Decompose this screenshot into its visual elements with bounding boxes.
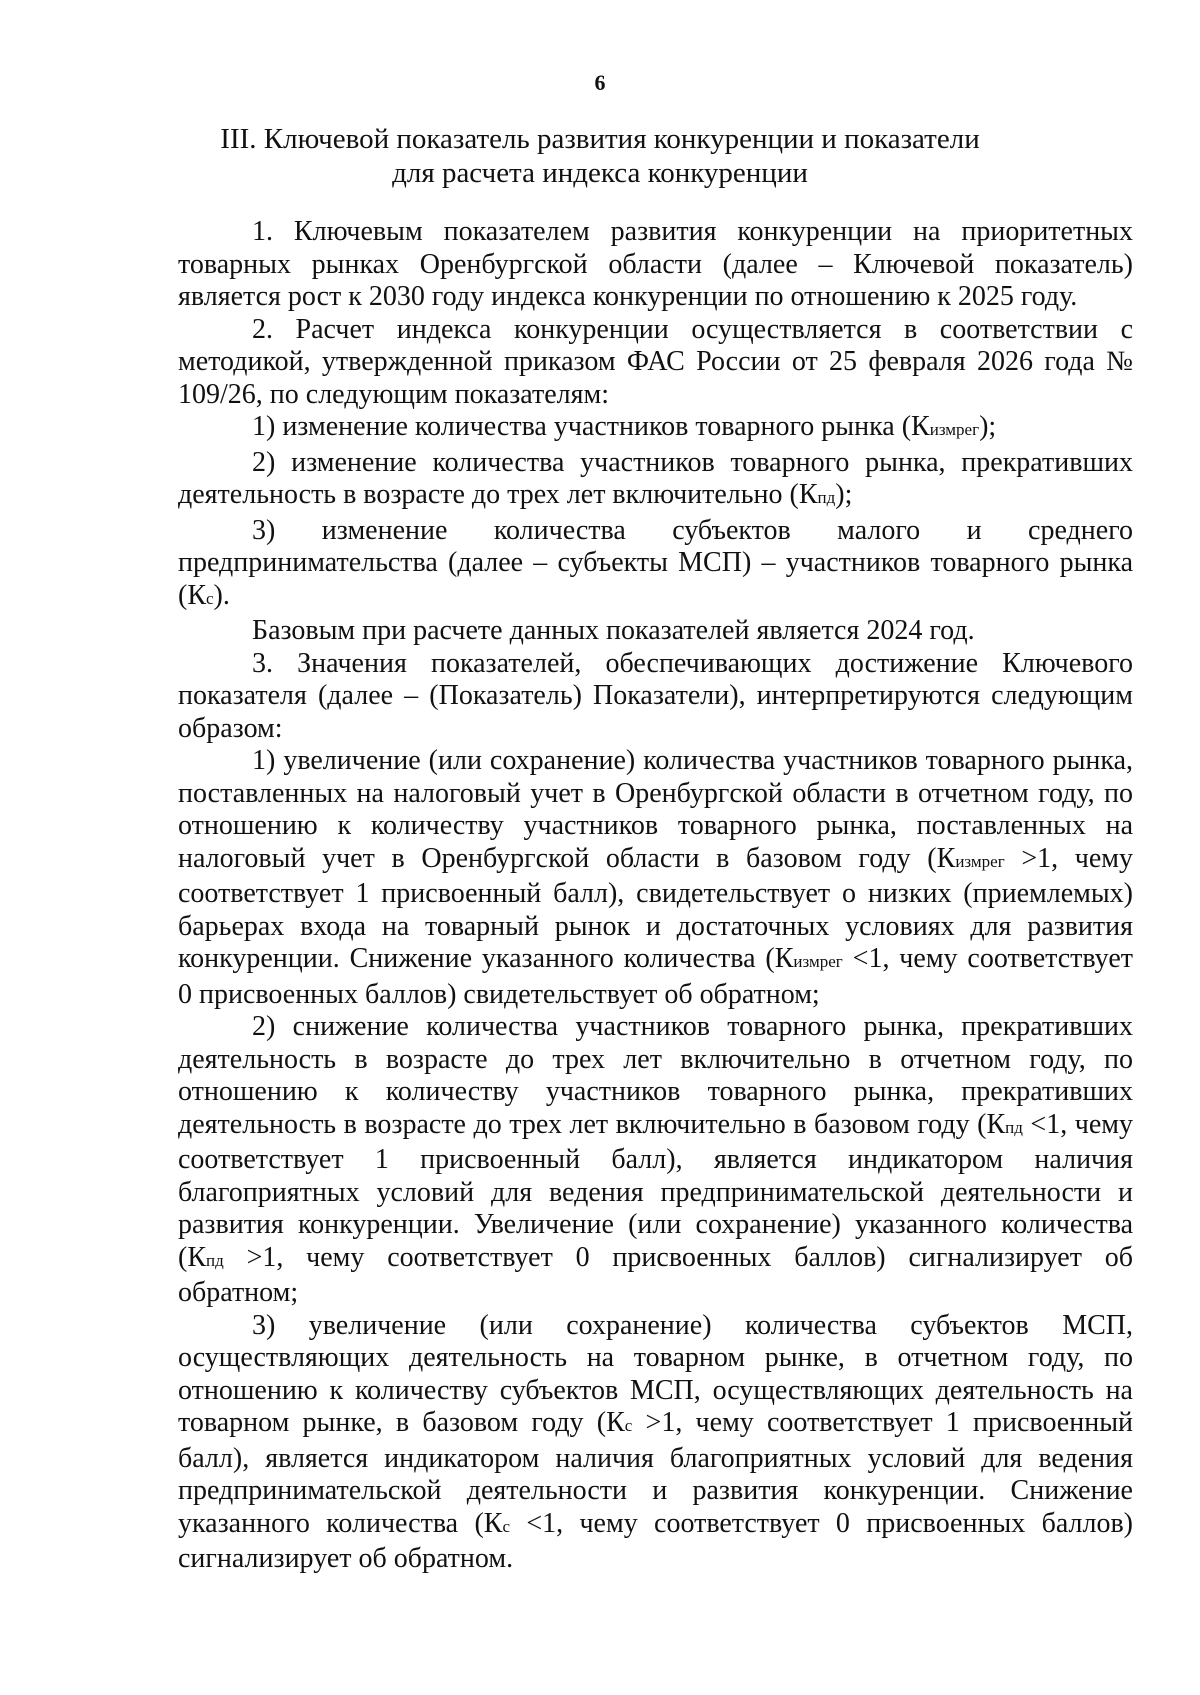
paragraph-text: 1) увеличение (или сохранение) количества участников товарного рынка, поставленных на налоговый учет в Оренбургской области в отчетном году, по отношению к количеству участников товарного рынка, поставленных на налоговый учет в Оренбургской области в базовом году (К [178,745,1133,874]
paragraph-text: >1, чему соответствует 0 присвоенных баллов) сигнализирует об обратном; [178,1241,1133,1308]
paragraph [178,615,1133,648]
paragraph-text: <1, чему соответствует 1 присвоенный балл), является индикатором наличия благоприятных условий для ведения предпринимательской деятельности и развития конкуренции. Увеличение (или сохранение) указанного количества (К [178,1108,1133,1273]
paragraph [178,745,1133,1011]
paragraph-text: 1) изменение количества участников товарного рынка (К [252,411,930,442]
section-heading-line: III. Ключевой показатель развития конкуренции и показатели [220,123,980,155]
paragraph [178,314,1133,412]
subscript-index: с [502,1516,510,1536]
paragraph-text: 1. Ключевым показателем развития конкуренции на приоритетных товарных рынках Оренбургской области (далее – Ключевой показатель) является рост к 2030 году индекса конкуренции по отношению к 2025 году. [178,216,1133,312]
page-number: 6 [594,70,606,95]
section-heading-line: для расчета индекса конкуренции [392,157,808,189]
paragraph [178,1310,1133,1576]
document-body [178,216,1133,1576]
paragraph [178,216,1133,314]
paragraph-text: 3) увеличение (или сохранение) количества субъектов МСП, осуществляющих деятельность на товарном рынке, в отчетном году, по отношению к количеству субъектов МСП, осуществляющих деятельность на товарном рынке, в базовом году (К [178,1309,1133,1438]
section-heading [160,122,1040,190]
subscript-index: с [206,588,214,608]
paragraph-text: ); [835,479,853,510]
paragraph-text: ). [213,579,230,611]
paragraph-text: Базовым при расчете данных показателей является 2024 год. [252,615,975,646]
paragraph [178,447,1133,515]
paragraph-text: >1, чему соответствует 1 присвоенный балл), является индикатором наличия благоприятных условий для ведения предпринимательской деятельности и развития конкуренции. Снижение указанного количества (К [178,1407,1133,1539]
paragraph-text: >1, чему соответствует 1 присвоенный балл), свидетельствует о низких (приемлемых) барьерах входа на товарный рынок и достаточных условиях для развития конкуренции. Снижение указанного количества (К [178,842,1133,974]
subscript-index: измрег [793,952,843,971]
paragraph-text: 2) снижение количества участников товарного рынка, прекративших деятельность в возрасте до трех лет включительно в отчетном году, по отношению к количеству участников товарного рынка, прекративших деятельность в возрасте до трех лет включительно в базовом году (К [178,1011,1133,1140]
paragraph-text: 3. Значения показателей, обеспечивающих достижение Ключевого показателя (далее – (Показатель) Показатели), интерпретируются следующим образом: [178,647,1133,744]
subscript-index: с [624,1416,633,1435]
subscript-index: пд [206,1250,224,1270]
paragraph [178,1011,1133,1310]
paragraph-text: ); [979,411,997,442]
subscript-index: измрег [955,851,1005,871]
paragraph-text: 2) изменение количества участников товарного рынка, прекративших деятельность в возрасте до трех лет включительно (К [178,446,1133,510]
paragraph-text: <1, чему соответствует 0 присвоенных баллов) свидетельствует об обратном; [178,943,1133,1010]
paragraph [178,648,1133,746]
paragraph-text: 2. Расчет индекса конкуренции осуществляется в соответствии с методикой, утвержденной приказом ФАС России от 25 февраля 2026 года № 109/26, по следующим показателям: [178,313,1133,410]
subscript-index: пд [817,488,836,507]
paragraph-text: 3) изменение количества субъектов малого и среднего предпринимательства (далее – субъекты МСП) – участников товарного рынка (К [178,514,1133,611]
subscript-index: пд [1005,1117,1023,1137]
subscript-index: измрег [929,420,980,439]
paragraph [178,411,1133,447]
paragraph [178,515,1133,616]
paragraph-text: <1, чему соответствует 0 присвоенных баллов) сигнализирует об обратном. [178,1507,1133,1574]
